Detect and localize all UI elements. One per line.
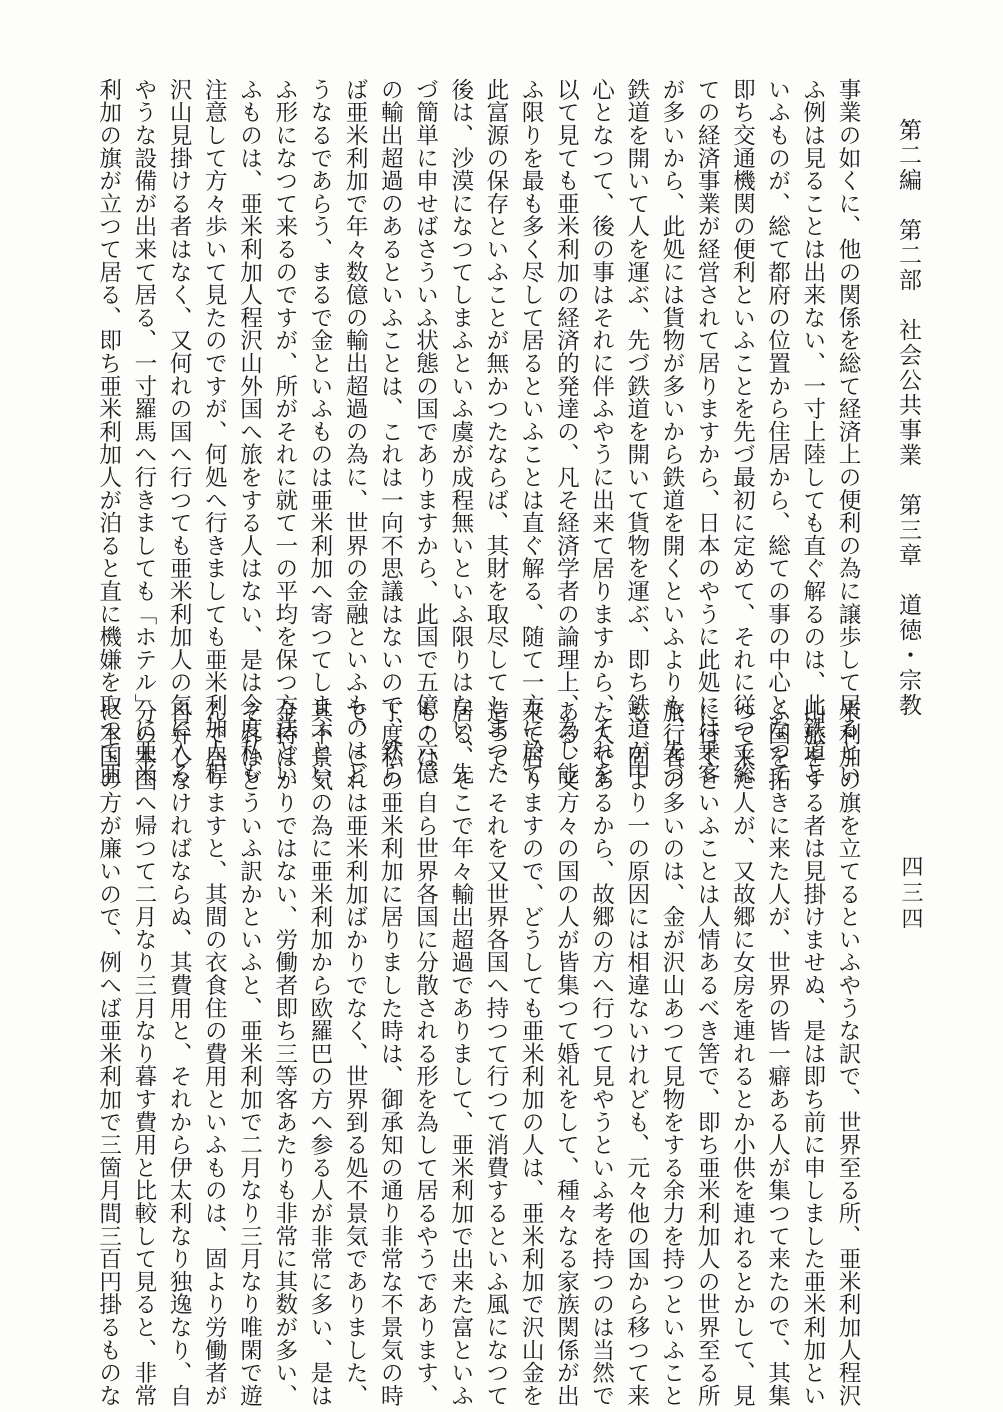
text-column: 旅行者の多いのは、金が沢山あつて見物をする余力を持つといふこと (658, 700, 685, 1407)
text-column: 自弁しなければならぬ、其費用と、それから伊太利なり独逸なり、自 (166, 700, 193, 1407)
text-column: いふものが、総て都府の位置から住居から、総ての事の中心となつて (764, 78, 791, 785)
text-column: 造つて、それを又世界各国へ持つて行つて消費するといふ風になつて (482, 700, 509, 1407)
text-column: 金持ばかりではない、労働者即ち三等客あたりも非常に其数が多い、 (271, 700, 298, 1407)
text-column: 来て居りますので、どうしても亜米利加の人は、亜米利加で沢山金を (518, 700, 545, 1407)
text-column: 鉄道を開いて人を運ぶ、先づ鉄道を開いて貨物を運ぶ、即ち鉄道が中 (623, 78, 650, 785)
text-column: も、固より一の原因には相違ないけれども、元々他の国から移つて来 (623, 700, 650, 1407)
text-column: で、これは亜米利加ばかりでなく、世界到る処不景気でありました、 (342, 700, 369, 1407)
text-column: づ簡単に申せばさういふ状態の国でありますから、此国で五億・六億 (412, 78, 439, 785)
text-column: 後は、沙漠になつてしまふといふ虞が成程無いといふ限りはない、先 (447, 78, 474, 785)
text-column: それはどういふ訳かといふと、亜米利加で二月なり三月なり唯閑で遊 (236, 700, 263, 1407)
text-column: に本国の方が廉いので、例へば亜米利加で三箇月間三百円掛るものな (95, 700, 122, 1407)
text-column: ば亜米利加で年々数億の輸出超過の為に、世界の金融といふものはど (342, 78, 369, 785)
text-column: 其不景気の為に亜米利加から欧羅巴の方へ参る人が非常に多い、是は (306, 700, 333, 1407)
text-column: 米利加の旗を立てるといふやうな訳で、世界至る所、亜米利加人程沢 (835, 700, 861, 1407)
text-column: ふものは、亜米利加人程沢山外国へ旅をする人はない、是は今度私も (236, 78, 263, 785)
text-column: ある、又方々の国の人が皆集つて婚礼をして、種々なる家族関係が出 (553, 700, 580, 1407)
text-column: 事業の如くに、他の関係を総て経済上の便利の為に譲歩して居るとい (835, 78, 861, 785)
text-column: 分の本国へ帰つて二月なり三月なり暮す費用と比較して見ると、非常 (130, 700, 157, 1407)
text-column: 注意して方々歩いて見たのですが、何処へ行きましても亜米利加人程 (201, 78, 228, 785)
text-column: た人であるから、故郷の方へ行つて見やうといふ考を持つのは当然で (588, 700, 615, 1407)
text-column: 山旅をする者は見掛けませぬ、是は即ち前に申しました亜米利加とい (799, 700, 826, 1407)
text-column: が多いから、此処には貨物が多いから鉄道を開くといふよりも、先づ (658, 78, 685, 785)
text-column: 沢山見掛ける者はなく、又何れの国へ行つても亜米利加人の気に入る (166, 78, 193, 785)
text-column: ものは、自ら世界各国に分散される形を為して居るやうであります、 (412, 700, 439, 1407)
text-column: うなるであらう、まるで金といふものは亜米利加へ寄つてしまふとい (306, 78, 333, 785)
page-number: 四三四 (898, 855, 923, 933)
text-column: ふ例は見ることは出来ない、一寸上陸しても直ぐ解るのは、此鉄道と (799, 78, 826, 785)
text-column: 利加の旗が立つて居る、即ち亜米利加人が泊ると直に機嫌を取つて亜 (95, 78, 122, 785)
text-column: ての経済事業が経営されて居りますから、日本のやうに此処には乗客 (694, 78, 721, 785)
text-column: の輸出超過のあるといふことは、これは一向不思議はないので、然ら (377, 78, 404, 785)
text-column: やうな設備が出来て居る、一寸羅馬へ行きましても「ホテル」に亜米 (130, 78, 157, 785)
text-column: つて来た人が、又故郷に女房を連れるとか小供を連れるとかして、見 (729, 700, 756, 1407)
text-column: 居る、そこで年々輸出超過でありまして、亜米利加で出来た富といふ (447, 700, 474, 1407)
text-column: に行くといふことは人情あるべき筈で、即ち亜米利加人の世界至る所 (694, 700, 721, 1407)
text-column: 此富源の保存といふことが無かつたならば、其財を取尽してしまつた (482, 78, 509, 785)
text-column: んで居りますと、其間の衣食住の費用といふものは、固より労働者が (201, 700, 228, 1407)
text-column: 即ち交通機関の便利といふことを先づ最初に定めて、それに従つて総 (729, 78, 756, 785)
text-column: 以て見ても亜米利加の経済的発達の、凡そ経済学者の論理上、為し能 (553, 78, 580, 785)
text-column: ふ国を拓きに来た人が、世界の皆一癖ある人が集つて来たので、其集 (764, 700, 791, 1407)
text-column: 心となつて、後の事はそれに伴ふやうに出来て居りますから、それを (588, 78, 615, 785)
text-column: ふ限りを最も多く尽して居るといふことは直ぐ解る、随て一方に於て (518, 78, 545, 785)
text-column: ふ形になつて来るのですが、所がそれに就て一の平均を保つ方法とい (271, 78, 298, 785)
running-head: 第二編 第二部 社会公共事業 第三章 道徳・宗教 (895, 118, 921, 718)
text-column: 丁度私の亜米利加に居りました時は、御承知の通り非常な不景気の時 (377, 700, 404, 1407)
lower-text-block (85, 700, 865, 1407)
upper-text-block (85, 78, 865, 785)
